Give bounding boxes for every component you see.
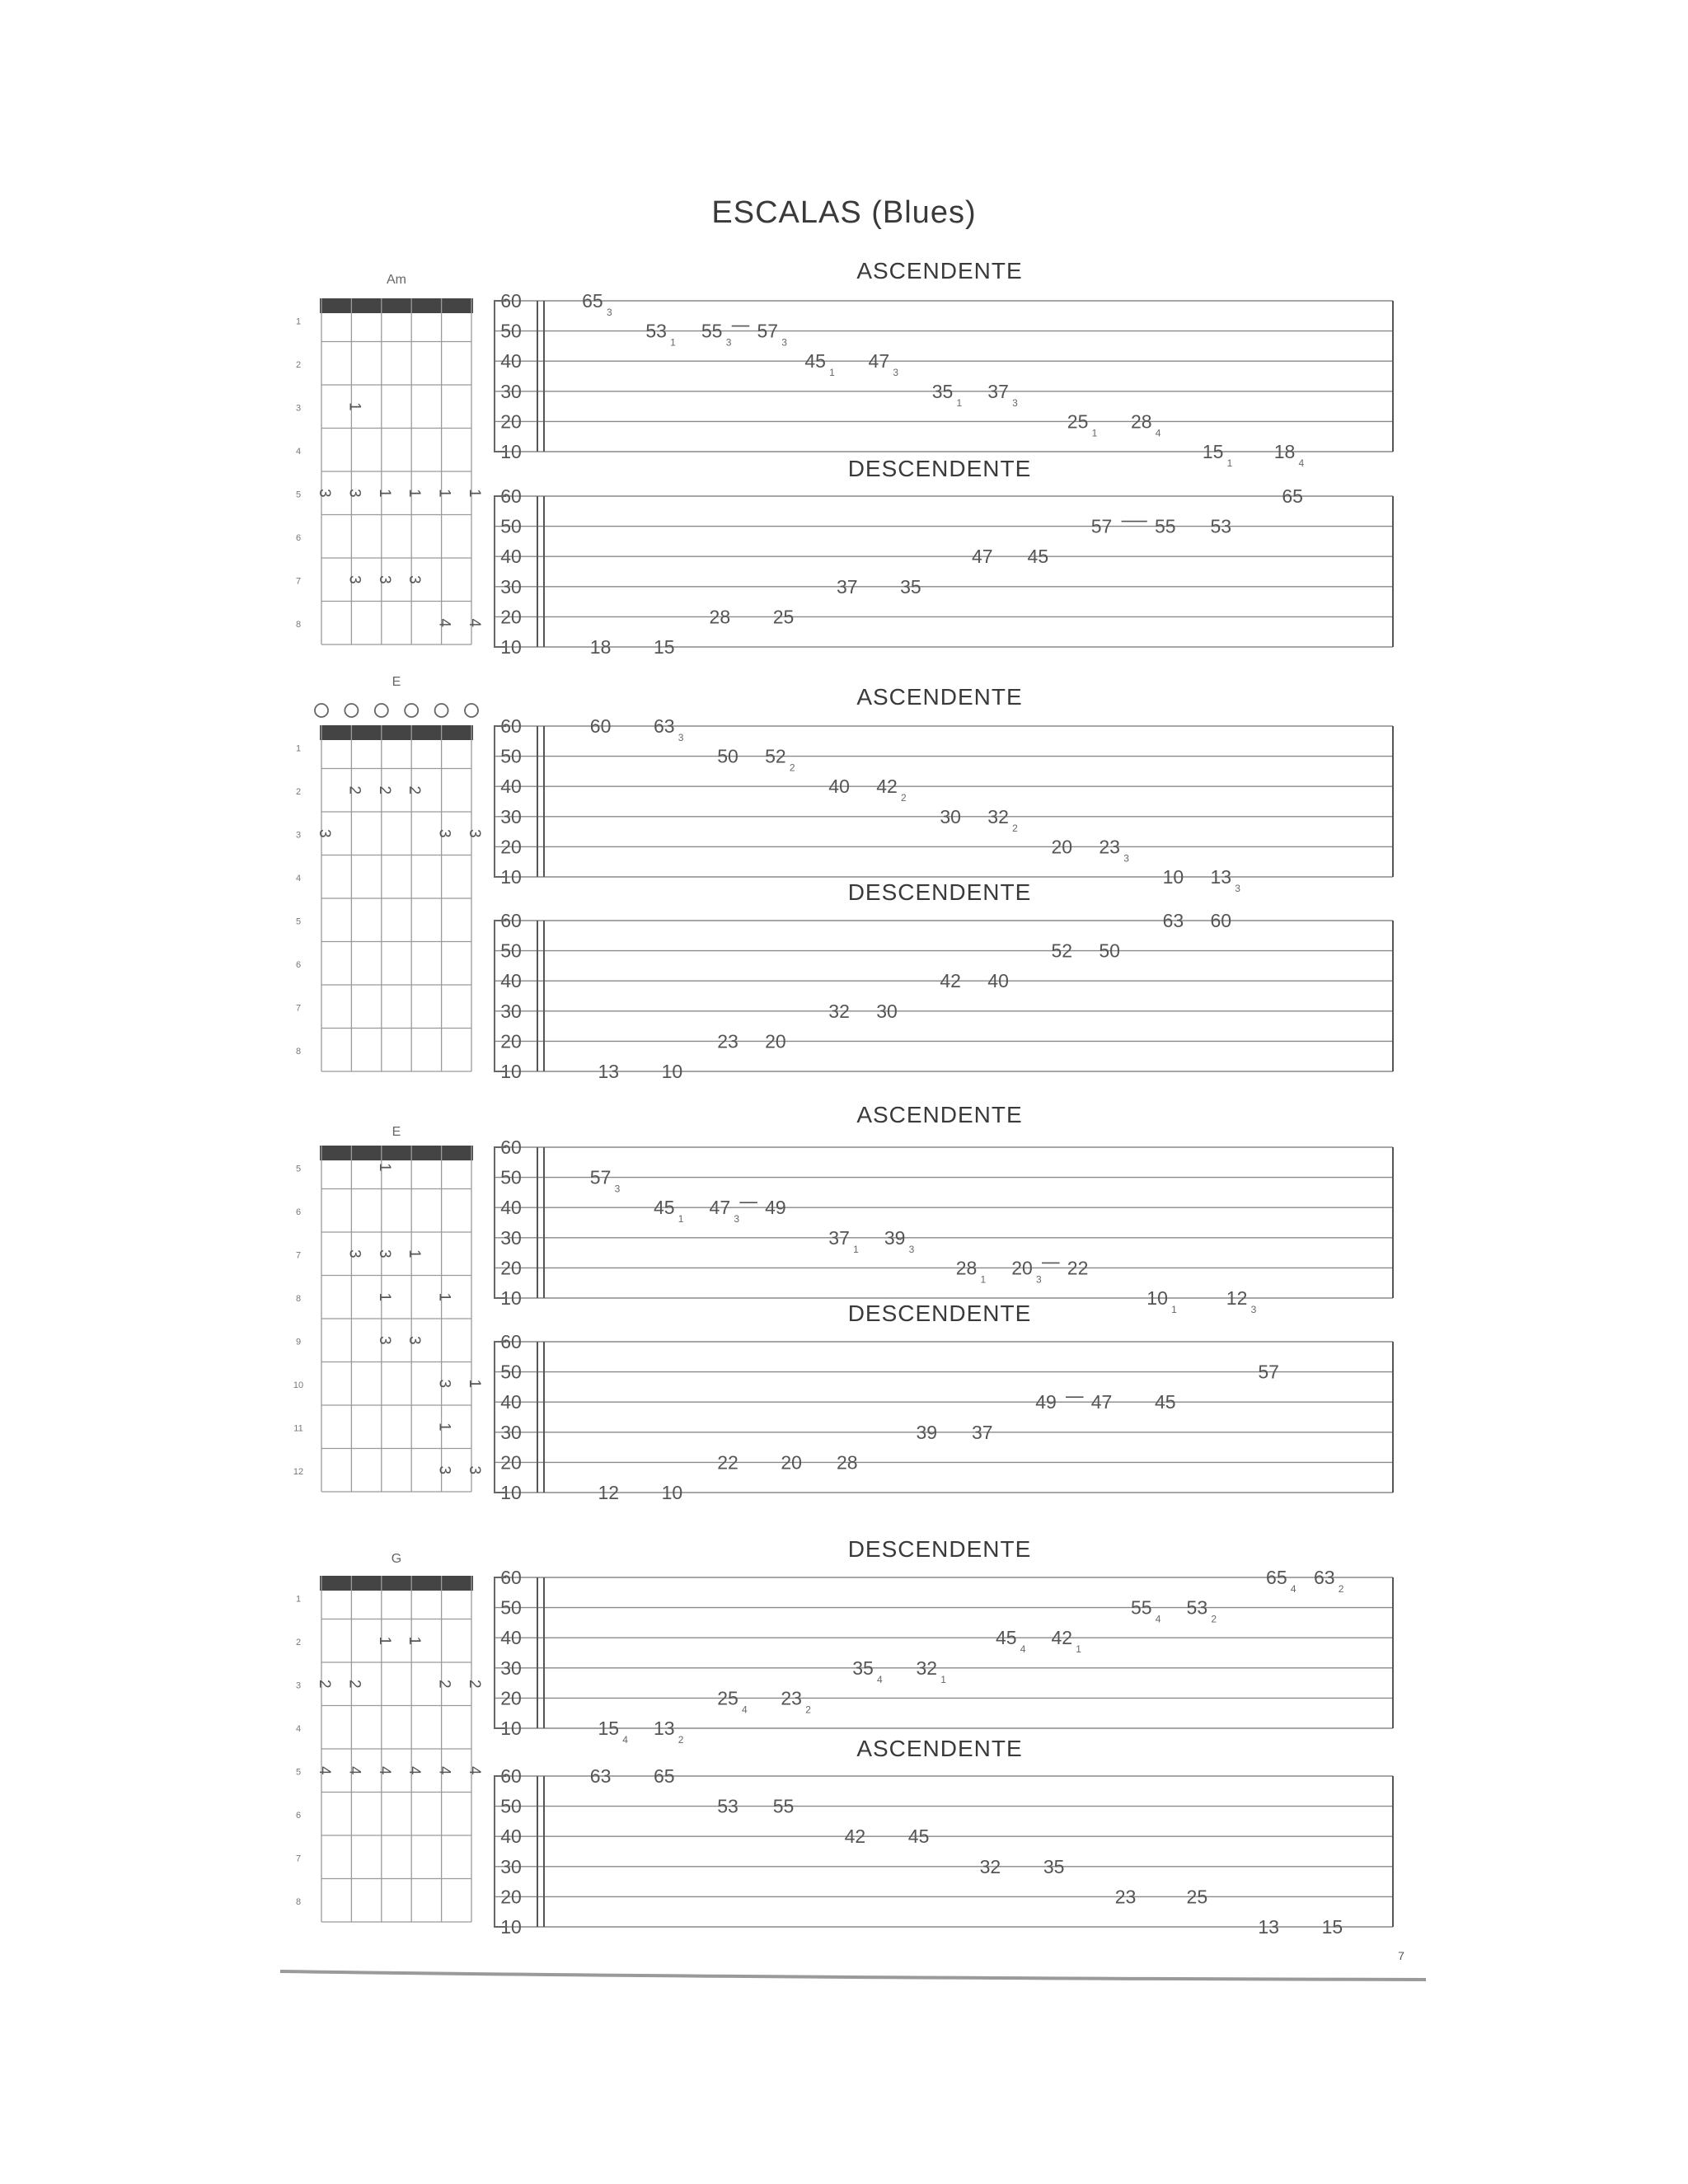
level-staff (495, 258, 1393, 469)
chord-name: Am (387, 273, 406, 287)
level-label: 10 (500, 1718, 522, 1739)
finger-subscript: 3 (908, 1243, 915, 1255)
fret-number: 5 (295, 916, 302, 927)
level-label: 60 (500, 715, 522, 737)
finger-number: 1 (435, 1422, 453, 1432)
level-staff (495, 1301, 1393, 1503)
finger-number: 1 (435, 488, 453, 498)
staff-heading: ASCENDENTE (856, 684, 1023, 710)
finger-subscript: 3 (1123, 852, 1129, 865)
note-value: 15 (654, 636, 675, 658)
page-number: 7 (1398, 1949, 1404, 1962)
finger-number: 1 (375, 1162, 393, 1172)
level-staff (495, 1536, 1393, 1746)
level-label: 60 (500, 1765, 522, 1787)
note-value: 20 (765, 1030, 786, 1052)
note-value: 65 (654, 1765, 675, 1787)
finger-subscript: 3 (678, 732, 684, 743)
note-value: 52 (765, 745, 786, 767)
note-value: 45 (804, 350, 826, 373)
chord-diagram (296, 675, 483, 1071)
finger-number: 2 (345, 1679, 363, 1689)
note-value: 37 (836, 575, 858, 598)
staff-heading: DESCENDENTE (847, 456, 1032, 481)
level-label: 50 (500, 1166, 522, 1188)
note-value: 57 (1258, 1361, 1279, 1383)
fret-number: 1 (295, 316, 302, 327)
fret-number: 3 (295, 403, 302, 414)
chord-name: E (392, 675, 401, 689)
finger-subscript: 3 (1250, 1304, 1257, 1315)
level-label: 50 (500, 515, 522, 537)
note-value: 40 (828, 776, 850, 798)
note-value: 39 (884, 1226, 906, 1249)
note-value: 53 (717, 1795, 738, 1817)
level-label: 40 (500, 970, 522, 992)
note-value: 10 (1162, 866, 1184, 888)
staff-heading: DESCENDENTE (847, 1301, 1032, 1326)
finger-number: 1 (465, 1379, 483, 1389)
fret-number: 5 (295, 1767, 302, 1778)
note-value: 55 (1131, 1596, 1152, 1619)
note-value: 45 (907, 1825, 930, 1848)
note-value: 37 (987, 380, 1009, 402)
scale-section (296, 675, 1393, 1082)
chord-diagram (296, 1552, 483, 1922)
open-string-marker (315, 704, 328, 717)
finger-subscript: 2 (678, 1734, 684, 1746)
level-label: 40 (500, 350, 522, 373)
finger-subscript: 1 (1171, 1304, 1177, 1315)
nut (320, 1576, 473, 1591)
note-value: 63 (589, 1765, 612, 1787)
finger-number: 3 (435, 1379, 453, 1389)
finger-number: 1 (406, 488, 424, 498)
finger-subscript: 4 (1155, 427, 1161, 439)
finger-number: 3 (345, 1249, 363, 1258)
finger-number: 2 (315, 1679, 333, 1689)
finger-subscript: 1 (678, 1213, 684, 1226)
note-value: 47 (709, 1197, 731, 1219)
note-value: 35 (852, 1657, 874, 1679)
level-label: 10 (500, 1061, 522, 1082)
finger-number: 1 (435, 1292, 453, 1302)
note-value: 47 (972, 546, 993, 568)
note-value: 32 (979, 1855, 1001, 1877)
level-label: 50 (500, 1596, 522, 1619)
note-value: 45 (995, 1627, 1017, 1649)
note-value: 42 (876, 776, 898, 798)
note-value: 32 (828, 1000, 850, 1022)
level-label: 10 (500, 1916, 522, 1938)
note-value: 15 (598, 1718, 620, 1739)
note-value: 57 (757, 320, 779, 342)
level-label: 50 (500, 320, 522, 342)
finger-subscript: 1 (1076, 1643, 1081, 1656)
note-value: 28 (1131, 410, 1152, 433)
note-value: 49 (765, 1197, 786, 1219)
note-value: 25 (717, 1687, 738, 1709)
fret-number: 6 (295, 1207, 302, 1217)
level-label: 20 (500, 1030, 522, 1052)
finger-subscript: 1 (956, 396, 963, 409)
note-value: 30 (876, 1000, 898, 1022)
level-label: 30 (500, 1000, 522, 1022)
note-value: 18 (589, 636, 612, 658)
finger-subscript: 2 (1338, 1583, 1344, 1595)
fret-number: 4 (295, 446, 302, 457)
finger-number: 1 (375, 1636, 393, 1646)
fret-number: 2 (295, 1637, 302, 1647)
scale-section (293, 1102, 1393, 1503)
level-label: 60 (500, 290, 522, 312)
note-value: 30 (940, 805, 961, 827)
level-label: 30 (500, 1226, 522, 1249)
note-value: 10 (661, 1482, 683, 1503)
level-label: 30 (500, 1855, 522, 1877)
level-label: 50 (500, 1361, 522, 1383)
note-value: 15 (1321, 1916, 1343, 1938)
fret-number: 12 (293, 1466, 304, 1477)
open-string-marker (375, 704, 388, 717)
finger-number: 4 (465, 618, 483, 628)
note-value: 12 (598, 1482, 620, 1503)
note-value: 37 (972, 1421, 993, 1443)
note-value: 55 (772, 1795, 795, 1817)
note-value: 12 (1226, 1287, 1248, 1309)
level-staff (495, 1102, 1393, 1315)
level-label: 40 (500, 776, 522, 798)
nut (320, 298, 473, 313)
level-staff (495, 456, 1393, 658)
fret-number: 6 (295, 959, 302, 970)
fret-number: 5 (295, 490, 302, 500)
note-value: 60 (1210, 910, 1232, 931)
fret-number: 1 (295, 1594, 302, 1605)
note-value: 65 (1266, 1567, 1287, 1588)
finger-number: 2 (435, 1679, 453, 1689)
note-value: 20 (1051, 836, 1073, 858)
level-label: 30 (500, 575, 522, 598)
finger-number: 1 (375, 1292, 393, 1302)
level-label: 20 (500, 606, 522, 628)
note-value: 45 (1027, 546, 1049, 568)
note-value: 55 (1154, 515, 1176, 537)
level-staff (495, 1736, 1393, 1938)
note-value: 50 (717, 745, 738, 767)
fret-number: 8 (295, 1293, 302, 1304)
note-value: 50 (1099, 940, 1120, 962)
fret-number: 6 (295, 1810, 302, 1821)
level-label: 40 (500, 546, 522, 568)
note-value: 35 (931, 380, 954, 402)
note-value: 63 (654, 715, 675, 737)
finger-subscript: 4 (622, 1734, 628, 1746)
staff-heading: ASCENDENTE (856, 1736, 1023, 1761)
level-label: 30 (500, 380, 522, 402)
note-value: 42 (1051, 1627, 1073, 1649)
note-value: 23 (717, 1030, 738, 1052)
fret-number: 3 (295, 830, 302, 841)
note-value: 52 (1051, 940, 1073, 962)
note-value: 28 (836, 1451, 858, 1474)
note-value: 57 (589, 1166, 612, 1188)
finger-subscript: 3 (893, 367, 899, 379)
level-label: 60 (500, 485, 522, 507)
open-string-marker (345, 704, 358, 717)
staff-heading: DESCENDENTE (847, 879, 1032, 905)
finger-subscript: 3 (1012, 396, 1018, 409)
note-value: 25 (1186, 1886, 1208, 1908)
note-value: 63 (1313, 1567, 1335, 1588)
finger-subscript: 1 (1226, 457, 1233, 469)
fret-number: 7 (295, 1854, 302, 1864)
nut (320, 1146, 473, 1160)
finger-subscript: 1 (829, 367, 835, 379)
chord-name: G (391, 1552, 402, 1566)
finger-subscript: 4 (1298, 457, 1305, 469)
note-value: 45 (1154, 1391, 1176, 1413)
fret-number: 4 (295, 873, 302, 883)
level-label: 20 (500, 1687, 522, 1709)
note-value: 53 (1210, 515, 1232, 537)
note-value: 53 (1186, 1596, 1208, 1619)
open-string-marker (465, 704, 478, 717)
fret-number: 11 (293, 1423, 303, 1434)
note-value: 40 (987, 970, 1009, 992)
note-value: 10 (1146, 1287, 1168, 1309)
note-value: 60 (589, 715, 612, 737)
finger-subscript: 1 (853, 1243, 859, 1255)
finger-subscript: 3 (614, 1183, 621, 1195)
note-value: 65 (1282, 485, 1303, 507)
note-value: 28 (709, 606, 731, 628)
note-value: 25 (1067, 410, 1089, 433)
fret-number: 2 (295, 786, 302, 797)
note-value: 35 (900, 575, 921, 598)
finger-number: 3 (435, 828, 453, 838)
finger-number: 4 (435, 618, 453, 628)
finger-subscript: 2 (789, 762, 795, 774)
level-label: 20 (500, 1257, 522, 1279)
level-label: 20 (500, 1886, 522, 1908)
fret-number: 3 (295, 1680, 302, 1691)
level-label: 60 (500, 1137, 522, 1158)
finger-number: 4 (375, 1765, 393, 1775)
sheet-content (293, 258, 1393, 1938)
finger-subscript: 4 (1020, 1643, 1026, 1656)
finger-subscript: 4 (877, 1673, 883, 1685)
level-label: 10 (500, 441, 522, 462)
level-label: 10 (500, 1287, 522, 1309)
level-label: 30 (500, 805, 522, 827)
finger-subscript: 1 (980, 1273, 987, 1286)
note-value: 23 (781, 1687, 802, 1709)
level-label: 40 (500, 1197, 522, 1219)
finger-number: 4 (315, 1765, 333, 1775)
level-label: 30 (500, 1421, 522, 1443)
note-value: 13 (1258, 1916, 1279, 1938)
note-value: 39 (916, 1421, 938, 1443)
finger-subscript: 2 (1211, 1613, 1217, 1625)
level-label: 10 (500, 1482, 522, 1503)
finger-number: 4 (406, 1765, 424, 1775)
finger-number: 4 (465, 1765, 483, 1775)
finger-number: 3 (465, 1465, 483, 1475)
note-value: 42 (844, 1825, 866, 1848)
finger-number: 1 (465, 488, 483, 498)
note-value: 13 (598, 1061, 620, 1082)
level-label: 50 (500, 1795, 522, 1817)
fret-number: 8 (295, 1896, 302, 1907)
fret-number: 7 (295, 1250, 302, 1261)
note-value: 55 (701, 320, 723, 342)
fret-number: 9 (295, 1337, 302, 1347)
finger-number: 1 (406, 1249, 424, 1258)
finger-subscript: 2 (901, 792, 907, 804)
finger-subscript: 3 (781, 336, 787, 349)
fret-number: 7 (295, 576, 302, 587)
fret-number: 2 (295, 359, 302, 370)
note-value: 20 (1011, 1257, 1033, 1279)
note-value: 10 (661, 1061, 683, 1082)
finger-number: 3 (435, 1465, 453, 1475)
level-label: 50 (500, 940, 522, 962)
finger-subscript: 3 (725, 336, 732, 349)
note-value: 65 (582, 290, 603, 312)
finger-number: 2 (406, 785, 424, 795)
staff-heading: ASCENDENTE (856, 1102, 1023, 1127)
nut (320, 725, 473, 740)
finger-subscript: 3 (1036, 1273, 1042, 1286)
finger-number: 3 (345, 574, 363, 584)
finger-number: 3 (315, 828, 333, 838)
scale-section (296, 258, 1393, 658)
level-label: 60 (500, 1331, 522, 1352)
level-label: 10 (500, 636, 522, 658)
note-value: 49 (1035, 1391, 1057, 1413)
note-value: 57 (1090, 515, 1113, 537)
bottom-edge-line (280, 1971, 1426, 1980)
fret-number: 4 (295, 1723, 302, 1734)
note-value: 32 (916, 1657, 938, 1679)
fret-number: 7 (295, 1003, 302, 1014)
note-value: 47 (868, 350, 890, 373)
finger-number: 3 (375, 1249, 393, 1258)
finger-subscript: 3 (1235, 883, 1240, 894)
note-value: 47 (1090, 1391, 1113, 1413)
note-value: 42 (940, 970, 961, 992)
finger-number: 2 (375, 785, 393, 795)
finger-subscript: 4 (1290, 1583, 1296, 1595)
finger-number: 3 (406, 1335, 424, 1345)
finger-number: 3 (465, 828, 483, 838)
level-label: 60 (500, 1567, 522, 1588)
scale-section (296, 1536, 1393, 1938)
level-label: 20 (500, 836, 522, 858)
note-value: 35 (1043, 1855, 1065, 1877)
staff-heading: DESCENDENTE (847, 1536, 1032, 1562)
note-value: 13 (1210, 866, 1232, 888)
note-value: 22 (1067, 1257, 1089, 1279)
level-label: 50 (500, 745, 522, 767)
finger-subscript: 1 (1091, 427, 1098, 439)
finger-subscript: 4 (742, 1704, 748, 1716)
open-string-marker (405, 704, 418, 717)
finger-number: 1 (345, 401, 363, 411)
finger-subscript: 2 (805, 1704, 811, 1716)
note-value: 28 (955, 1257, 978, 1279)
note-value: 45 (654, 1197, 675, 1219)
chord-name: E (392, 1125, 401, 1139)
finger-subscript: 1 (940, 1673, 946, 1685)
note-value: 25 (772, 606, 795, 628)
level-staff (495, 879, 1393, 1082)
fret-number: 8 (295, 1046, 302, 1057)
level-label: 10 (500, 866, 522, 888)
finger-subscript: 4 (1155, 1613, 1161, 1625)
note-value: 18 (1273, 441, 1296, 462)
chord-diagram (296, 273, 483, 644)
finger-number: 1 (375, 488, 393, 498)
finger-subscript: 3 (734, 1213, 740, 1226)
level-label: 30 (500, 1657, 522, 1679)
chord-diagram (293, 1125, 483, 1492)
note-value: 37 (828, 1226, 850, 1249)
fret-number: 6 (295, 532, 302, 543)
level-label: 40 (500, 1825, 522, 1848)
finger-number: 4 (345, 1765, 363, 1775)
finger-number: 3 (315, 488, 333, 498)
level-label: 40 (500, 1391, 522, 1413)
level-label: 40 (500, 1627, 522, 1649)
finger-number: 3 (375, 574, 393, 584)
fret-number: 8 (295, 619, 302, 630)
note-value: 63 (1162, 910, 1184, 931)
level-label: 20 (500, 410, 522, 433)
note-value: 22 (717, 1451, 738, 1474)
fret-number: 1 (295, 743, 302, 754)
note-value: 15 (1202, 441, 1224, 462)
note-value: 13 (654, 1718, 675, 1739)
level-label: 60 (500, 910, 522, 931)
finger-number: 1 (406, 1636, 424, 1646)
finger-number: 2 (345, 785, 363, 795)
level-label: 20 (500, 1451, 522, 1474)
finger-subscript: 3 (606, 307, 612, 318)
staff-heading: ASCENDENTE (856, 258, 1023, 284)
finger-number: 3 (345, 488, 363, 498)
open-string-marker (435, 704, 448, 717)
note-value: 53 (645, 320, 667, 342)
note-value: 23 (1114, 1886, 1137, 1908)
note-value: 20 (781, 1451, 802, 1474)
level-staff (495, 684, 1393, 894)
fret-number: 5 (295, 1164, 302, 1174)
finger-number: 3 (406, 574, 424, 584)
page-title: ESCALAS (Blues) (711, 195, 977, 230)
finger-subscript: 2 (1012, 822, 1018, 834)
finger-number: 3 (375, 1335, 393, 1345)
finger-subscript: 1 (670, 336, 676, 349)
finger-number: 4 (435, 1765, 453, 1775)
note-value: 23 (1099, 836, 1120, 858)
finger-number: 2 (465, 1679, 483, 1689)
fret-number: 10 (293, 1380, 304, 1390)
note-value: 32 (987, 805, 1009, 827)
